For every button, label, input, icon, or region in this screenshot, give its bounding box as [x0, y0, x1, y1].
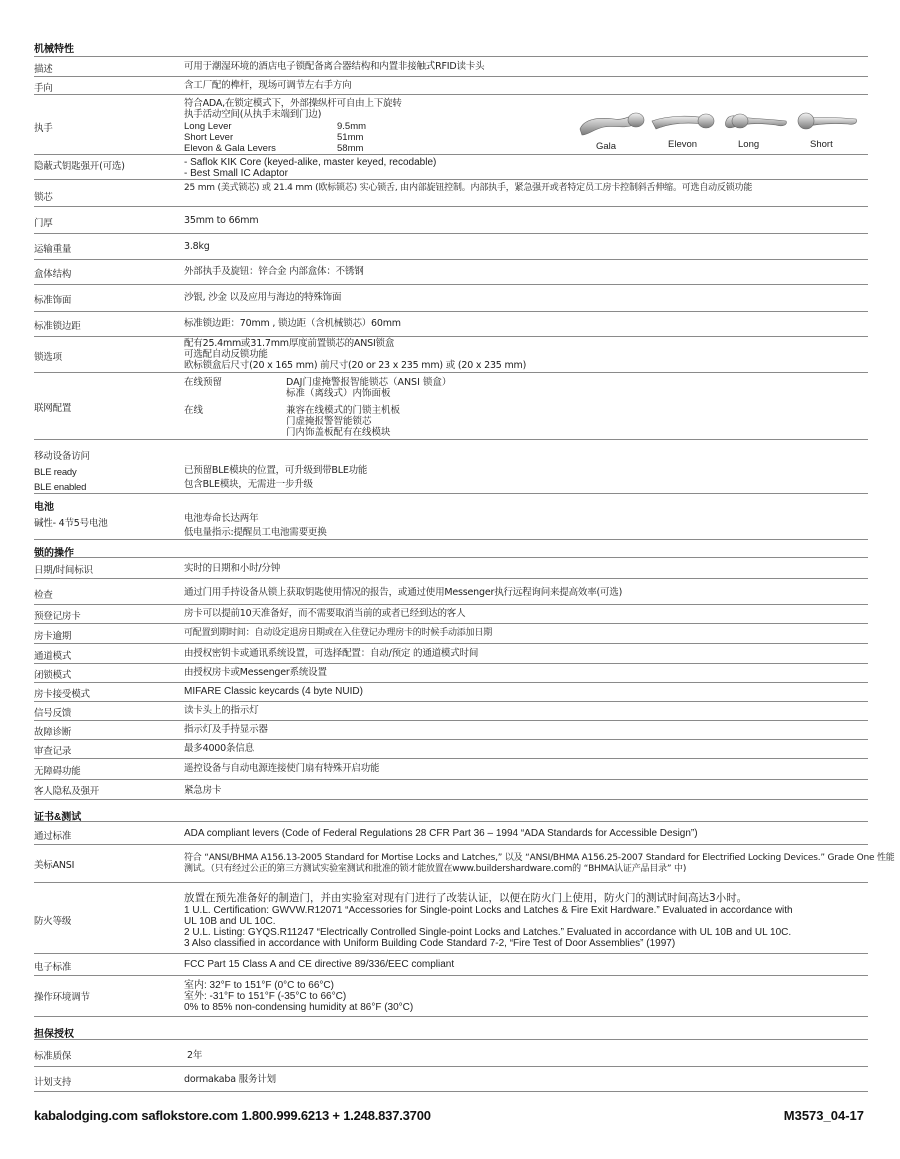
row-signal — [34, 702, 868, 721]
row-label: 手向 — [34, 83, 53, 94]
row-diagnostics — [34, 721, 868, 740]
row-value: 可配置到期时间：自动设定退房日期或在入住登记办理房卡的时候手动添加日期 — [184, 628, 493, 638]
ble-enabled-label: BLE enabled — [34, 482, 87, 493]
row-value: 外部执手及旋钮：锌合金 内部盒体：不锈钢 — [184, 266, 364, 277]
ble-ready-value: 已预留BLE模块的位置，可升级到带BLE功能 — [184, 465, 368, 476]
option-line: 欧标锁盒后尺寸(20 x 165 mm) 前尺寸(20 or 23 x 235 mm) 或 (20 x 235 mm) — [184, 360, 527, 371]
short-lever-icon — [798, 113, 857, 129]
row-value: MIFARE Classic keycards (4 byte NUID) — [184, 686, 363, 697]
row-label: 标准饰面 — [34, 295, 72, 306]
network-option-value — [286, 405, 400, 438]
row-environment — [34, 976, 868, 1017]
row-backset — [34, 312, 868, 337]
row-label: 故障诊断 — [34, 727, 72, 738]
env-line: 室外: -31°F to 151°F (-35°C to 66°C) — [184, 991, 347, 1002]
lever-illustrations — [574, 109, 874, 139]
row-options — [34, 337, 868, 373]
row-value: 35mm to 66mm — [184, 215, 259, 226]
lever-name: Short Lever — [184, 132, 234, 143]
row-value: 最多4000条信息 — [184, 743, 254, 754]
option-line: 可选配自动反锁功能 — [184, 349, 268, 360]
row-label: 信号反馈 — [34, 708, 72, 719]
row-label: 预登记房卡 — [34, 611, 81, 622]
row-label: 房卡接受模式 — [34, 689, 90, 700]
row-label: 闭锁模式 — [34, 670, 72, 681]
row-label: 计划支持 — [34, 1077, 72, 1088]
lever-size: 51mm — [337, 132, 364, 143]
row-value: 读卡头上的指示灯 — [184, 705, 259, 716]
lever-name: Elevon & Gala Levers — [184, 143, 276, 154]
row-label: 检查 — [34, 590, 53, 601]
network-option-label: 在线预留 — [184, 377, 223, 388]
row-accessibility — [34, 759, 868, 780]
row-standard — [34, 821, 868, 845]
row-value: ADA compliant levers (Code of Federal Regulations 28 CFR Part 36 – 1994 “ADA Standards for Accessible Design”) — [184, 828, 698, 839]
row-value: 通过门用手持设备从锁上获取钥匙使用情况的报告，或通过使用Messenger执行远程询问来提高效率(可选) — [184, 587, 623, 598]
lever-size: 58mm — [337, 143, 364, 154]
fire-line: 放置在预先准备好的制造门，并由实验室对现有门进行了改装认证，以便在防火门上使用，防火门的测试时间高达3小时。 — [184, 892, 748, 904]
row-label: 碱性- 4节5号电池 — [34, 518, 108, 529]
row-network — [34, 373, 868, 440]
lever-caption-elevon: Elevon — [668, 139, 698, 150]
row-label: 电子标准 — [34, 962, 72, 973]
lever-size: 9.5mm — [337, 121, 367, 132]
row-value — [184, 853, 895, 875]
ic-line: - Best Small IC Adaptor — [184, 168, 288, 179]
row-ansi — [34, 845, 895, 883]
row-ic-override — [34, 155, 868, 180]
long-lever-icon — [725, 114, 786, 128]
mobile-access-label: 移动设备访问 — [34, 451, 90, 462]
row-label: 通道模式 — [34, 651, 72, 662]
row-label: 盒体结构 — [34, 269, 72, 280]
row-value: 标准锁边距：70mm , 锁边距（含机械锁芯）60mm — [184, 318, 401, 329]
fire-line: 2 U.L. Listing: GYQS.R11247 “Electrically Controlled Single-point Locks and Latches.” Evaluated in accordance with UL 10B and UL 10C. — [184, 927, 792, 938]
row-weight — [34, 234, 868, 260]
row-lever — [34, 95, 868, 155]
lever-caption-gala: Gala — [596, 141, 617, 152]
env-line: 0% to 85% non-condensing humidity at 86°F (30°C) — [184, 1002, 414, 1013]
row-label: 操作环境调节 — [34, 992, 90, 1003]
section-title-operation: 锁的操作 — [34, 548, 74, 559]
section-title-warranty: 担保授权 — [34, 1029, 74, 1040]
row-label: 防火等级 — [34, 916, 72, 927]
row-value: 由授权密钥卡或通讯系统设置，可选择配置：自动/预定 的通道模式时间 — [184, 648, 479, 659]
footer-doc-id: M3573_04-17 — [783, 1108, 864, 1123]
row-keycard — [34, 683, 868, 702]
fire-line: UL 10B and UL 10C. — [184, 916, 276, 927]
row-value: 遥控设备与自动电源连接使门扇有特殊开启功能 — [184, 763, 380, 774]
row-privacy — [34, 780, 868, 800]
network-option-value — [286, 377, 451, 399]
row-label: 美标ANSI — [34, 860, 75, 871]
row-label: 运输重量 — [34, 244, 72, 255]
network-option-label: 在线 — [184, 405, 204, 416]
network-line: 标准（离线式）内饰面板 — [286, 388, 391, 399]
row-expiry — [34, 624, 868, 644]
row-label: 客人隐私及强开 — [34, 786, 100, 797]
row-label: 隐蔽式钥匙强开(可选) — [34, 161, 125, 172]
row-cylinder — [34, 180, 868, 207]
option-line: 配有25.4mm或31.7mm厚度前置锁芯的ANSI锁盒 — [184, 338, 395, 349]
gala-lever-icon — [580, 113, 644, 135]
network-line: 门内饰盖板配有在线模块 — [286, 427, 391, 438]
row-warranty-std — [34, 1039, 868, 1067]
row-datetime — [34, 557, 868, 579]
ic-line: - Saflok KIK Core (keyed-alike, master keyed, recodable) — [184, 157, 437, 168]
row-value: 可用于潮湿环境的酒店电子锁配备离合器结构和内置非接触式RFID读卡头 — [184, 61, 485, 72]
lever-name: Long Lever — [184, 121, 232, 132]
row-finish — [34, 285, 868, 312]
row-warranty-plan — [34, 1067, 868, 1092]
elevon-lever-icon — [652, 114, 714, 129]
row-body — [34, 260, 868, 285]
lever-caption-long: Long — [738, 139, 760, 150]
row-audit-check — [34, 579, 868, 605]
row-value: 2年 — [187, 1050, 203, 1061]
battery-line: 电池寿命长达两年 — [184, 513, 259, 524]
row-label: 通过标准 — [34, 831, 72, 842]
section-title-battery: 电池 — [34, 502, 54, 513]
fire-line: 3 Also classified in accordance with Uniform Building Code Standard 7-2, “Fire Test of Door Assemblies” (1997) — [184, 938, 676, 949]
ble-enabled-value: 包含BLE模块，无需进一步升级 — [184, 479, 313, 490]
section-title-mechanical: 机械特性 — [34, 44, 74, 55]
row-value — [184, 157, 436, 179]
row-value: 由授权房卡或Messenger系统设置 — [184, 667, 327, 678]
row-value: 25 mm (美式锁芯) 或 21.4 mm (欧标锁芯) 实心锁舌, 由内部旋钮控制。内部执手，紧急强开或者特定员工房卡控制斜舌伸缩。可选自动反锁功能 — [184, 183, 753, 193]
row-label: 标准质保 — [34, 1051, 72, 1062]
network-line: 兼容在线模式的门锁主机板 — [286, 405, 401, 416]
row-value: 房卡可以提前10天准备好，而不需要取消当前的或者已经到达的客人 — [184, 608, 466, 619]
row-value: 实时的日期和小时/分钟 — [184, 563, 281, 574]
footer-contact: kabalodging.com saflokstore.com 1.800.999.6213 + 1.248.837.3700 — [34, 1108, 431, 1123]
row-label: 日期/时间标识 — [34, 565, 93, 576]
row-label: 锁芯 — [34, 192, 53, 203]
lever-line: 执手活动空间(从执手末端到门边) — [184, 109, 322, 120]
row-lockout — [34, 664, 868, 683]
row-passage — [34, 644, 868, 664]
row-label: 无障碍功能 — [34, 766, 81, 777]
row-value: 沙银, 沙金 以及应用与海边的特殊饰面 — [184, 292, 342, 303]
network-line: DAJ门虚掩警报智能锁芯（ANSI 锁盒） — [286, 377, 452, 388]
env-line: 室内: 32°F to 151°F (0°C to 66°C) — [184, 980, 334, 991]
section-title-certification: 证书&测试 — [34, 812, 82, 823]
row-value: 紧急房卡 — [184, 785, 222, 796]
row-label: 标准锁边距 — [34, 321, 81, 332]
battery-line: 低电量指示:提醒员工电池需要更换 — [184, 527, 327, 538]
row-value — [184, 980, 413, 1013]
ansi-line: 符合 “ANSI/BHMA A156.13-2005 Standard for Mortise Locks and Latches,” 以及 “ANSI/BHMA A156.25-2007 Standard for Electrified Locking Devices.” Grade One 性能 — [184, 853, 895, 863]
row-handing — [34, 77, 868, 95]
ble-ready-label: BLE ready — [34, 467, 77, 478]
lever-caption-short: Short — [810, 139, 833, 150]
row-label: 联网配置 — [34, 403, 72, 414]
lever-text — [184, 98, 402, 120]
ansi-line: 测试。（只有经过公正的第三方测试实验室测试和批准的锁才能放置在www.buildershardware.com的 “BHMA认证产品目录” 中) — [184, 864, 687, 874]
row-value — [184, 338, 526, 371]
row-emc — [34, 954, 868, 976]
row-audit-trail — [34, 740, 868, 759]
row-label: 锁选项 — [34, 352, 62, 363]
row-label: 执手 — [34, 123, 53, 134]
row-label: 门厚 — [34, 218, 53, 229]
row-value: 3.8kg — [184, 241, 210, 252]
row-label: 描述 — [34, 64, 53, 75]
row-value: dormakaba 服务计划 — [184, 1074, 276, 1085]
row-value: 含工厂配的榫杆，现场可调节左右手方向 — [184, 80, 352, 91]
row-label: 审查记录 — [34, 746, 72, 757]
lever-line: 符合ADA,在锁定模式下，外部操纵杆可自由上下旋转 — [184, 98, 402, 109]
row-value — [184, 893, 793, 949]
row-mobile-divider — [34, 478, 868, 494]
row-description — [34, 56, 868, 77]
row-prereg — [34, 605, 868, 624]
row-value: 指示灯及手持显示器 — [184, 724, 268, 735]
row-value — [184, 513, 327, 538]
row-door-thickness — [34, 207, 868, 234]
row-fire-rating — [34, 883, 868, 954]
fire-line: 1 U.L. Certification: GWVW.R12071 “Accessories for Single-point Locks and Latches & Fire Exit Hardware.” Evaluated in accordance with — [184, 905, 793, 916]
row-label: 房卡逾期 — [34, 631, 72, 642]
network-line: 门虚掩报警智能锁芯 — [286, 416, 372, 427]
row-battery — [34, 510, 868, 540]
row-value: FCC Part 15 Class A and CE directive 89/336/EEC compliant — [184, 959, 455, 970]
